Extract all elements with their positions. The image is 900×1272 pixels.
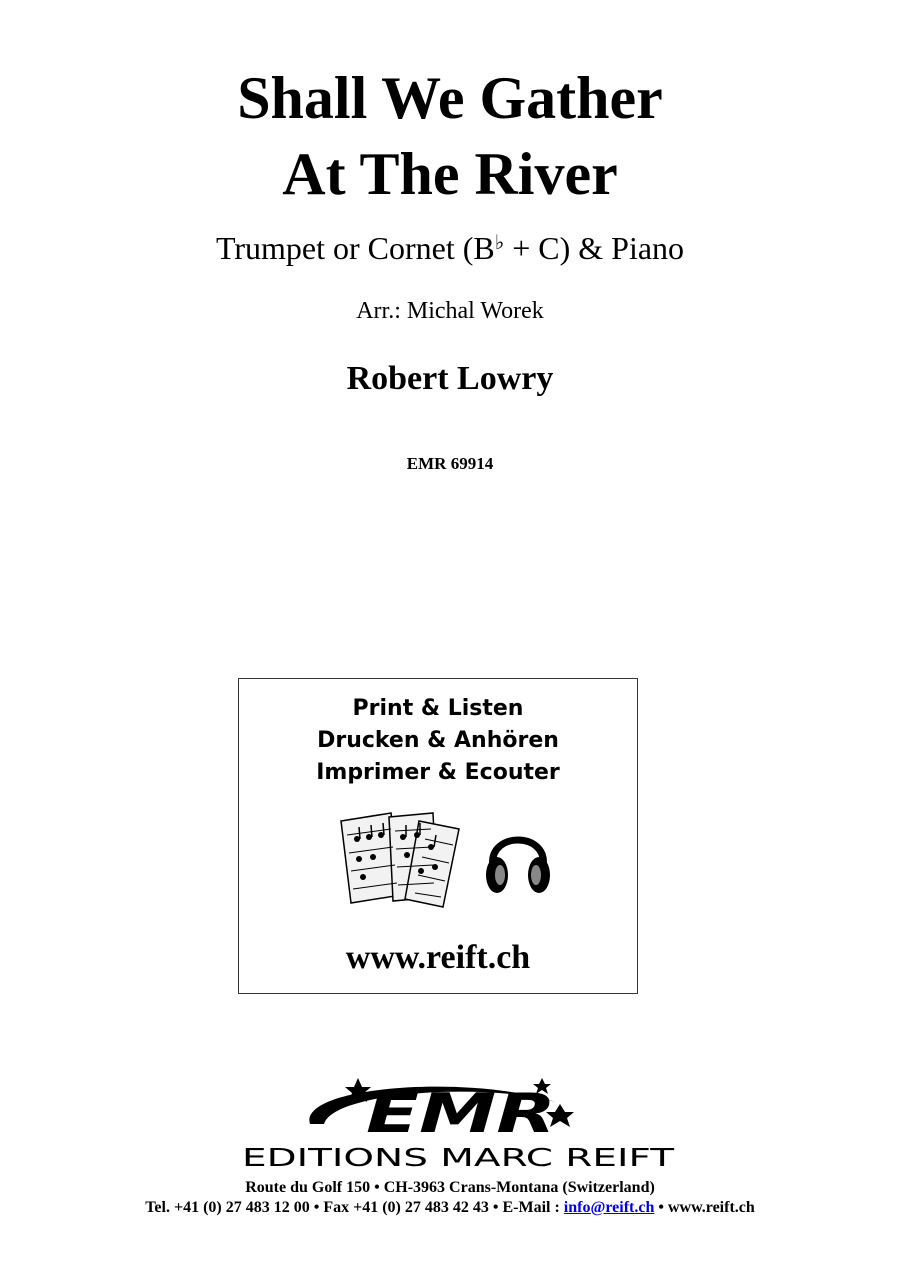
- instrumentation-part-2: + C) & Piano: [504, 230, 685, 266]
- composer: Robert Lowry: [346, 360, 554, 397]
- website-text: • www.reift.ch: [654, 1199, 755, 1216]
- publisher-name: EDITIONS MARC REIFT: [242, 1143, 676, 1170]
- email-link[interactable]: info@reift.ch: [563, 1199, 655, 1216]
- contact-text: Tel. +41 (0) 27 483 12 00 • Fax +41 (0) 27 483 42 43 • E-Mail :: [145, 1199, 564, 1216]
- print-listen-box[interactable]: [238, 678, 638, 994]
- emr-mark: EMR: [366, 1082, 556, 1145]
- title-line-1: Shall We Gather: [237, 65, 663, 131]
- promo-line-en: Print & Listen: [352, 696, 524, 721]
- catalog-number: EMR 69914: [406, 454, 494, 473]
- arranger: Arr.: Michal Worek: [356, 298, 544, 324]
- promo-line-fr: Imprimer & Ecouter: [316, 760, 560, 785]
- footer-contact: [0, 1198, 900, 1218]
- title-line-2: At The River: [282, 141, 618, 207]
- instrumentation-part-1: Trumpet or Cornet (B: [215, 230, 495, 266]
- headphones-icon: [483, 817, 553, 897]
- promo-line-de: Drucken & Anhören: [317, 728, 559, 753]
- footer-address: Route du Golf 150 • CH-3963 Crans-Montana (Switzerland): [245, 1179, 655, 1196]
- sheet-music-icon: [335, 809, 475, 909]
- instrumentation: [0, 226, 900, 270]
- promo-icons: [335, 809, 555, 909]
- flat-sign: ♭: [494, 232, 505, 254]
- emr-logo: [238, 1074, 678, 1170]
- promo-url[interactable]: www.reift.ch: [345, 939, 531, 976]
